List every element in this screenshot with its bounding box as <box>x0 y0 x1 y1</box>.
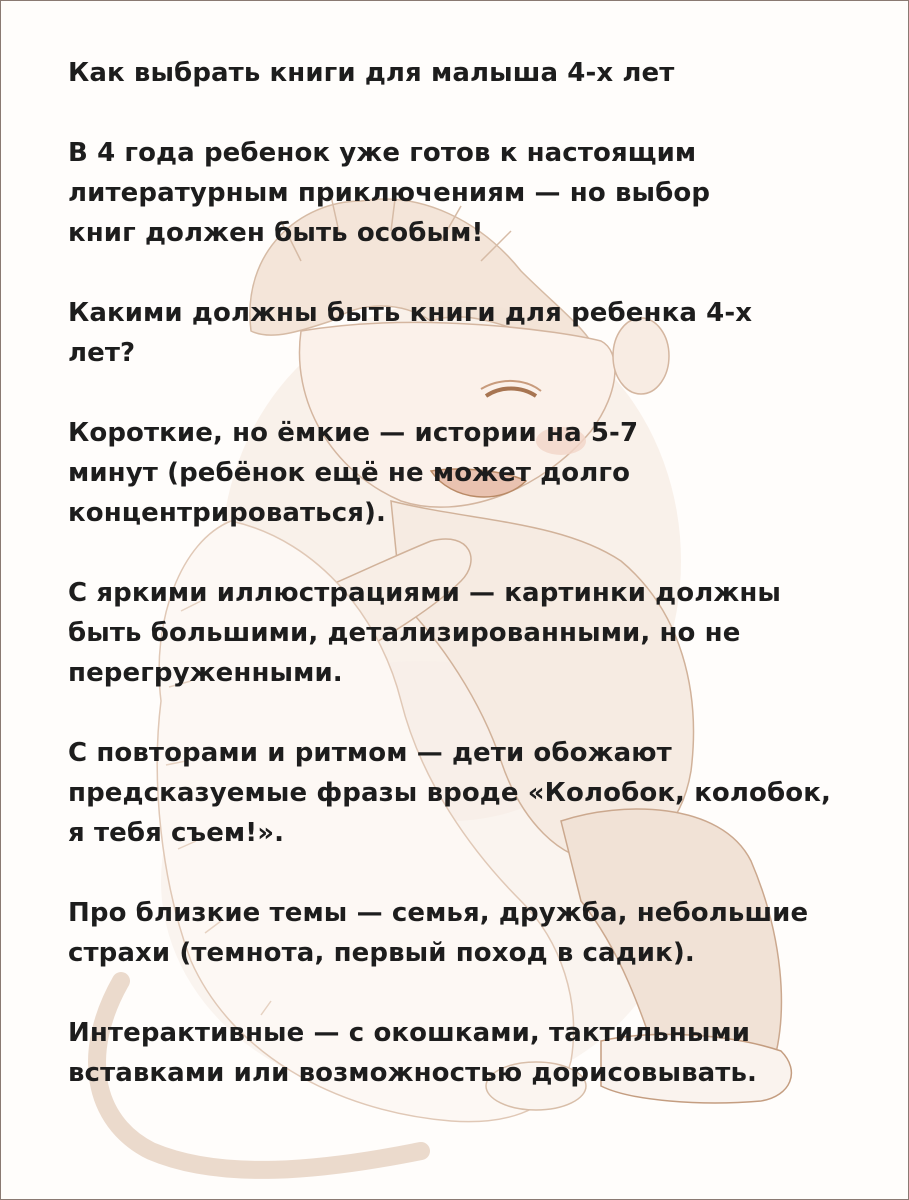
intro-paragraph: В 4 года ребенок уже готов к настоящим литературным приключениям — но выбор книг должен быть особым! <box>68 138 711 248</box>
point-paragraph: С повторами и ритмом — дети обожают предсказуемые фразы вроде «Колобок, колобок, я тебя съем!». <box>68 738 831 848</box>
point-paragraph: Про близкие темы — семья, дружба, небольшие страхи (темнота, первый поход в садик). <box>68 898 809 968</box>
point-paragraph: С яркими иллюстрациями — картинки должны быть большими, детализированными, но не перегруженными. <box>68 578 782 688</box>
question-heading: Какими должны быть книги для ребенка 4-х лет? <box>68 298 753 368</box>
article-text <box>68 53 878 1133</box>
page-title: Как выбрать книги для малыша 4-х лет <box>68 58 675 88</box>
point-paragraph: Короткие, но ёмкие — истории на 5-7 минут (ребёнок ещё не может долго концентрироваться). <box>68 418 639 528</box>
point-paragraph: Интерактивные — с окошками, тактильными вставками или возможностью дорисовывать. <box>68 1018 757 1088</box>
